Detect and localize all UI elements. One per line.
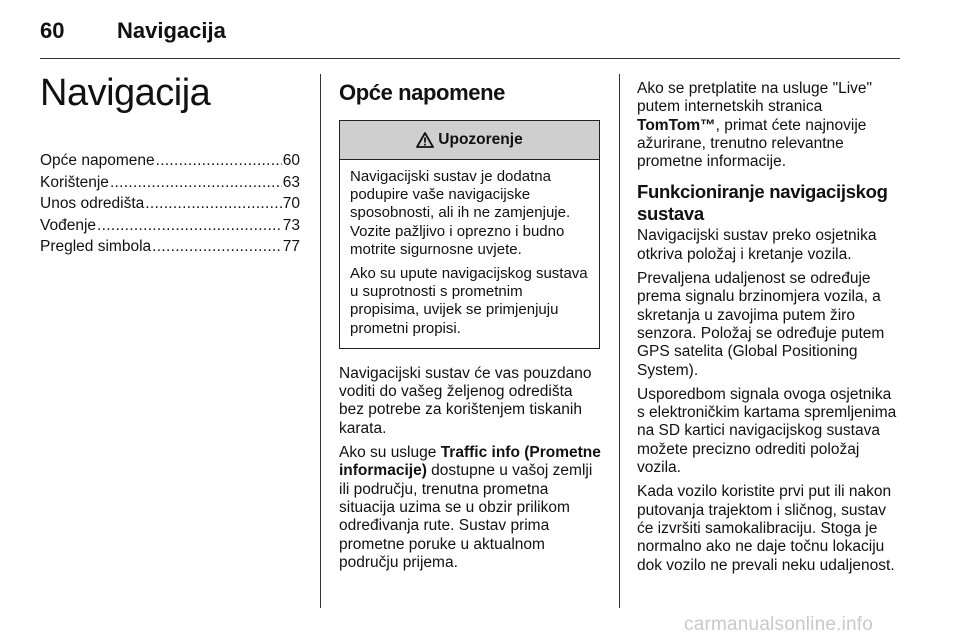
toc-entry-page: 63 xyxy=(282,173,300,191)
warning-header xyxy=(340,121,599,160)
toc-entry-label: Korištenje xyxy=(40,173,109,191)
toc-entry-page: 77 xyxy=(282,238,300,255)
toc-entry-page: 60 xyxy=(282,152,300,169)
text-run: Ako se pretplatite na usluge "Live" putem internetskih stranica xyxy=(637,80,873,116)
header-rule xyxy=(40,58,900,59)
warning-title: Upozorenje xyxy=(438,131,523,148)
toc-leader-dots xyxy=(110,172,282,194)
toc-leader-dots xyxy=(97,215,282,237)
subsection-title: Funkcioniranje navigacijskog sustava xyxy=(637,181,888,225)
toc-leader-dots xyxy=(152,236,282,258)
column-divider-left xyxy=(320,74,321,608)
section-title: Opće napomene xyxy=(339,80,505,105)
bold-term-traffic-info: Traffic info (Prometne informacije) xyxy=(339,444,601,480)
toc-entry-label: Pregled simbola xyxy=(40,238,152,255)
toc-entry-page: 70 xyxy=(282,195,300,212)
column-middle xyxy=(339,80,601,578)
toc-leader-dots xyxy=(156,150,282,172)
toc-entry-label: Vođenje xyxy=(40,216,97,234)
watermark-text: carmanualsonline.info xyxy=(684,614,874,635)
body-paragraph: Prevaljena udaljenost se određuje prema signalu brzinomjera vozila, a skretanja u zavojima putem žiro senzora. Položaj se određuje putem GPS satelita (Global Positioning System). xyxy=(637,270,885,379)
text-run: dostupne u vašoj zemlji ili području, trenutna prometna situacija uzima se u obzir prilikom određivanja rute. Sustav prima prometne poruke u aktualnom području prijema. xyxy=(339,462,593,571)
toc-entry-page: 73 xyxy=(282,216,300,234)
toc-entry-label: Unos odredišta xyxy=(40,195,145,212)
warning-paragraph: Ako su upute navigacijskog sustava u suprotnosti s prometnim propisima, uvijek se primjenjuju prometni propisi. xyxy=(350,265,588,337)
warning-body xyxy=(340,160,599,348)
page-number: 60 xyxy=(40,18,65,43)
body-paragraph: Navigacijski sustav preko osjetnika otkriva položaj i kretanje vozila. xyxy=(637,227,877,263)
body-paragraph: Kada vozilo koristite prvi put ili nakon putovanja trajektom i sličnog, sustav će izvršiti samokalibraciju. Stoga je normalno ako ne daje točnu lokaciju dok vozilo ne prevali neku udaljenost. xyxy=(637,483,895,574)
text-run: Ako su usluge xyxy=(339,444,441,462)
warning-triangle-icon xyxy=(416,132,434,148)
column-right xyxy=(637,80,903,581)
toc-leader-dots xyxy=(145,193,281,215)
body-paragraph: Navigacijski sustav će vas pouzdano voditi do vašeg željenog odredišta bez potrebe za korištenjem tiskanih karata. xyxy=(339,364,592,437)
chapter-title: Navigacija xyxy=(40,72,211,114)
body-paragraph-tomtom xyxy=(637,80,903,171)
body-paragraph-traffic-info xyxy=(339,444,601,572)
warning-box xyxy=(339,120,600,349)
warning-paragraph: Navigacijski sustav je dodatna podupire vaše navigacijske sposobnosti, ali ih ne zamjenjuje. Vozite pažljivo i oprezno i budno motrite sigurnosne uvjete. xyxy=(350,168,571,258)
toc-entry-guidance[interactable] xyxy=(40,215,300,237)
body-paragraph: Usporedbom signala ovoga osjetnika s elektroničkim kartama spremljenima na SD kartici navigacijskog sustava možete precizno odrediti položaj vozila. xyxy=(637,385,897,477)
toc-entry-destination-input[interactable] xyxy=(40,193,300,215)
table-of-contents xyxy=(40,150,300,258)
column-divider-right xyxy=(619,74,620,608)
running-title: Navigacija xyxy=(117,18,226,43)
text-run: , primat ćete najnovije ažurirane, trenutno relevantne prometne informacije. xyxy=(637,116,867,171)
toc-entry-general-notes[interactable] xyxy=(40,150,300,172)
bold-term-tomtom: TomTom™ xyxy=(637,116,716,134)
toc-entry-usage[interactable] xyxy=(40,172,300,194)
toc-entry-symbol-overview[interactable] xyxy=(40,236,300,258)
toc-entry-label: Opće napomene xyxy=(40,152,155,169)
